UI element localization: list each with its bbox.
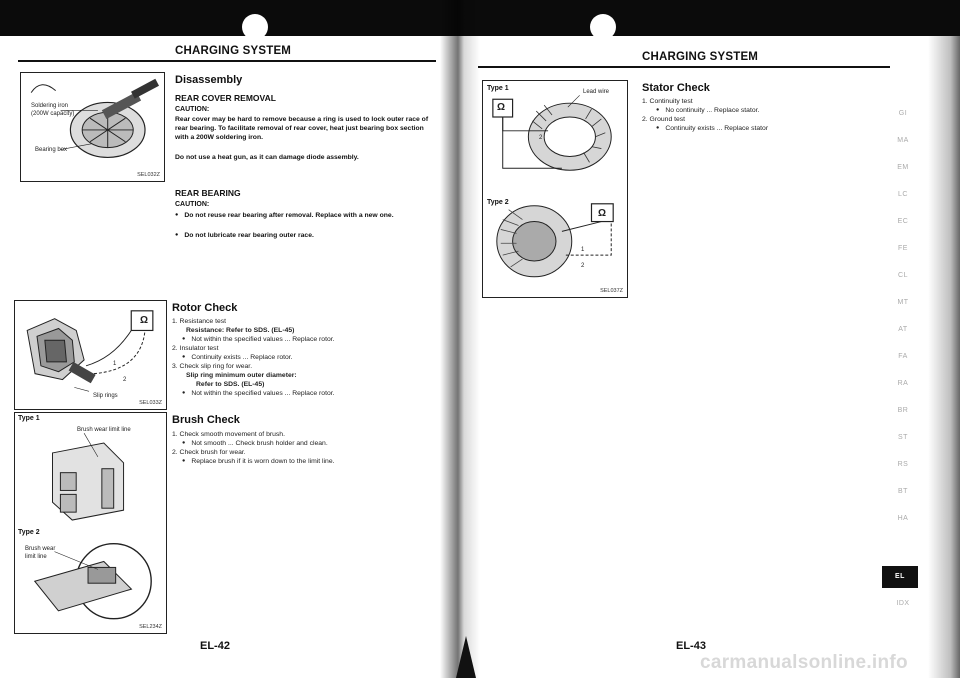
stator-type2-terminal-1-label: 1	[581, 247, 585, 253]
left-page-header: CHARGING SYSTEM	[175, 45, 292, 57]
section-tab[interactable]: BR	[897, 407, 909, 414]
rotor-step: ● Not within the specified values ... Replace rotor.	[182, 336, 335, 345]
rear-cover-caution: CAUTION:	[175, 106, 210, 113]
section-tab[interactable]: GI	[898, 110, 908, 117]
section-tab-active[interactable]: EL	[882, 566, 918, 588]
stator-terminal-2-label: 2	[539, 135, 543, 141]
soldering-iron-label: Soldering iron	[31, 103, 69, 109]
stator-check-title: Stator Check	[642, 82, 710, 94]
figure-bearing-box	[20, 72, 165, 182]
section-tab[interactable]: RA	[897, 380, 909, 387]
ohm-symbol: Ω	[140, 315, 149, 326]
lead-wire-label: Lead wire	[583, 89, 610, 95]
brush-wear-limit-line-label: Brush wear limit line	[77, 427, 131, 433]
soldering-iron-capacity-label: (200W capacity)	[31, 111, 75, 117]
right-page-number: EL-43	[676, 640, 706, 652]
section-tab[interactable]: RS	[897, 461, 909, 468]
rotor-step: ● Continuity exists ... Replace rotor.	[182, 354, 293, 363]
rotor-step: Refer to SDS. (EL-45)	[196, 381, 265, 388]
brush-type1-label: Type 1	[18, 415, 40, 422]
brush-step: 1. Check smooth movement of brush.	[172, 431, 285, 438]
section-tab[interactable]: BT	[898, 488, 908, 495]
brush-step: ● Not smooth ... Check brush holder and clean.	[182, 440, 328, 449]
bearing-box-illustration	[21, 73, 164, 181]
rear-cover-caution-text: Rear cover may be hard to remove because a ring is used to lock outer race of rear bearing. To facilitate removal of rear cover, heat just bearing box section with a 200W soldering iron.	[175, 116, 429, 142]
left-page-number: EL-42	[200, 640, 230, 652]
top-dark-band	[0, 0, 960, 36]
rotor-step: 3. Check slip ring for wear.	[172, 363, 253, 370]
slip-rings-label: Slip rings	[93, 393, 118, 399]
right-header-rule	[478, 66, 890, 68]
figure-stator-check	[482, 80, 628, 298]
figure-brush-check	[14, 412, 167, 634]
section-tab[interactable]: MT	[897, 299, 909, 306]
brush-type2-label: Type 2	[18, 529, 40, 536]
figure-code: SEL037Z	[600, 288, 623, 294]
rear-bearing-item: ● Do not reuse rear bearing after removal. Replace with a new one.	[175, 211, 437, 220]
rotor-check-title: Rotor Check	[172, 302, 238, 314]
binding-hole-left	[242, 14, 268, 40]
stator-step: ● Continuity exists ... Replace stator	[656, 125, 768, 134]
figure-code: SEL033Z	[139, 400, 162, 406]
section-tab[interactable]: LC	[898, 191, 908, 198]
ohm-symbol: Ω	[598, 208, 607, 219]
stator-step: 1. Continuity test	[642, 98, 693, 105]
section-tab[interactable]: MA	[897, 137, 909, 144]
stator-type2-terminal-2-label: 2	[581, 263, 585, 269]
brush-wear-label: Brush wear	[25, 546, 56, 552]
stator-step: ● No continuity ... Replace stator.	[656, 107, 759, 116]
bearing-box-label: Bearing box	[35, 147, 68, 153]
rear-bearing-caution: CAUTION:	[175, 201, 210, 208]
stator-type1-label: Type 1	[487, 85, 509, 92]
rear-cover-note: Do not use a heat gun, as it can damage diode assembly.	[175, 154, 359, 161]
rotor-step: ● Not within the specified values ... Replace rotor.	[182, 390, 335, 399]
rear-bearing-item: ● Do not lubricate rear bearing outer race.	[175, 231, 437, 240]
binding-hole-right	[590, 14, 616, 40]
figure-code: SEL032Z	[137, 172, 160, 178]
rotor-step: 2. Insulator test	[172, 345, 219, 352]
section-tab[interactable]: HA	[897, 515, 909, 522]
book-spine-shadow	[440, 0, 480, 678]
section-tab[interactable]: ST	[898, 434, 908, 441]
rotor-step: Resistance: Refer to SDS. (EL-45)	[186, 327, 295, 334]
disassembly-title: Disassembly	[175, 74, 243, 86]
figure-rotor-check	[14, 300, 167, 410]
stator-step: 2. Ground test	[642, 116, 686, 123]
terminal-2-label: 2	[123, 377, 127, 383]
section-tab[interactable]: FE	[898, 245, 908, 252]
limit-line-label: limit line	[25, 554, 47, 560]
rear-cover-heading: REAR COVER REMOVAL	[175, 93, 276, 103]
terminal-1-label: 1	[113, 361, 117, 367]
watermark-text: carmanualsonline.info	[700, 652, 908, 673]
section-tab[interactable]: CL	[898, 272, 908, 279]
brush-check-title: Brush Check	[172, 414, 240, 426]
left-header-rule	[18, 60, 436, 62]
section-tab[interactable]: AT	[898, 326, 908, 333]
page-edge-shadow	[928, 36, 960, 678]
section-tab[interactable]: FA	[898, 353, 908, 360]
rotor-step: Slip ring minimum outer diameter:	[186, 372, 297, 379]
brush-step: ● Replace brush if it is worn down to the limit line.	[182, 458, 335, 467]
section-tab[interactable]: EC	[897, 218, 909, 225]
brush-illustration	[15, 413, 166, 633]
stator-type2-label: Type 2	[487, 199, 509, 206]
ohm-symbol: Ω	[497, 102, 506, 113]
rear-bearing-heading: REAR BEARING	[175, 188, 241, 198]
brush-step: 2. Check brush for wear.	[172, 449, 246, 456]
figure-code: SEL234Z	[139, 624, 162, 630]
section-tab[interactable]: IDX	[896, 600, 910, 607]
right-page-header: CHARGING SYSTEM	[642, 51, 759, 63]
rotor-step: 1. Resistance test	[172, 318, 227, 325]
section-tab[interactable]: EM	[897, 164, 909, 171]
